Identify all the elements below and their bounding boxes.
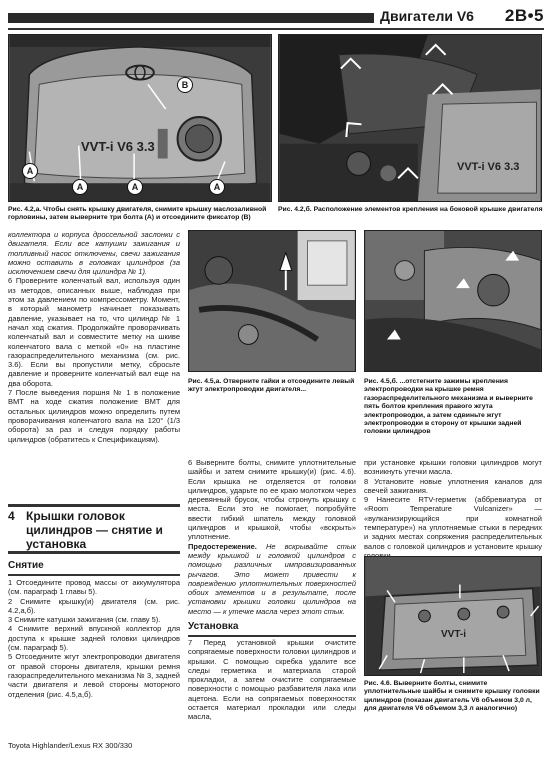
footer-text: Toyota Highlander/Lexus RX 300/330: [8, 741, 133, 750]
removal-step-5: 5 Отсоедините жгут электропроводки двигателя от правой стороны двигателя, крышки ремня газораспределительного механизма № 3, задней части двигателя и левой стороны моторного отделения (рис. 4.5,а,б).: [8, 652, 180, 699]
paragraph-8: 8 Установите новые уплотнения каналов для свечей зажигания.: [364, 476, 542, 495]
photo-fig-4-5a: [188, 230, 356, 372]
paragraph-9: 9 Нанесите RTV-герметик (аббревиатура от «Room Temperature Vulcanizer» — «вулканизирующийся при комнатной температуре») на уплотняемые стыки в передних и задних местах сопряжения распределительных валов с головкой цилиндров и установите крышку: [364, 495, 542, 551]
left-column: [8, 230, 180, 444]
paragraph-6-middle: 6 Выверните болты, снимите уплотнительные шайбы и затем снимите крышку(и) (рис. 4.6). Если крышка не отделяется от головки цилиндров, ударьте по ее краю молотком через деревянный брусок, чтобы стронуть крышку с места. Если это не помогает, попробуйте ввести гибкий шпатель между головкой цилиндров и крышкой, чтобы «вскрыть» уплотнение.: [188, 458, 356, 542]
install-step-7: 7 Перед установкой крышки очистите сопрягаемые поверхности головки цилиндров и крышки. С помощью скребка удалите все следы герметика и материала старой прокладки, а затем очистите сопрягаемые поверхности с помощью разбавителя лака или ацетона. Если на сопрягаемых поверхностях остается материал прокладки или следы масла,: [188, 638, 356, 722]
paragraph-6-left: 6 Проверните коленчатый вал, используя один из методов, описанных выше, наблюдая при этом за давлением по компрессометру. Момент, в который манометр начинает показывать давление, указывает на то, что цилиндр № 1 начал ход сжатия. Продолжайте проворачивать коленчатый вал и совместите метку на шкиве коленчатого вала с меткой «0» на пластине газораспределительного механизма (см. рис. 3.6). Если вы пропустили метку, сбросьте давление и проверните коленчатый вал еще на два оборота.: [8, 276, 180, 388]
section-4-title: Крышки головок цилиндров — снятие и установка: [26, 509, 163, 551]
warning-label: Предостережение.: [188, 541, 257, 551]
removal-steps: [8, 578, 180, 699]
head-cover-illustration: [365, 557, 541, 675]
page-header: [8, 6, 544, 30]
paragraph-continued: коллектора и корпуса дроссельной заслонки с двигателя. Если все катушки зажигания и топливный насос отключены, свечи зажигания можно оставить в головках цилиндров (за исключением свечи для цилиндра № 1).: [8, 230, 180, 277]
middle-column: [188, 458, 356, 616]
header-rule: [8, 28, 544, 30]
caption-fig-4-2a: Рис. 4.2,а. Чтобы снять крышку двигателя, снимите крышку маслозаливной горловины, затем выверните три болта (А) и отсоедините фиксатор (В): [8, 206, 267, 222]
header-title: Двигатели V6: [380, 8, 474, 24]
removal-heading: Снятие: [8, 560, 44, 571]
marker-b: B: [177, 77, 193, 93]
section-bottom-rule: [8, 551, 180, 554]
marker-a-2: A: [72, 179, 88, 195]
marker-a-3: A: [127, 179, 143, 195]
removal-step-2: 2 Снимите крышку(и) двигателя (см. рис. 4.2,а,б).: [8, 596, 180, 615]
side-cover-illustration: [279, 35, 541, 201]
install-heading-rule: [188, 635, 356, 637]
harness-left-illustration: [189, 231, 355, 371]
removal-step-4: 4 Снимите верхний впускной коллектор для доступа к крышке задней головки цилиндров (см. параграф 5).: [8, 624, 180, 653]
install-steps: [188, 638, 356, 722]
harness-right-illustration: [365, 231, 541, 371]
marker-a-4: A: [209, 179, 225, 195]
header-bar: [8, 13, 374, 23]
removal-step-3: 3 Снимите катушки зажигания (см. главу 5).: [8, 615, 161, 625]
removal-heading-rule: [8, 574, 180, 576]
photo-fig-4-5b: [364, 230, 542, 372]
warning-paragraph: [188, 542, 356, 616]
paragraph-continued-right: при установке крышки головки цилиндров могут возникнуть утечки масла.: [364, 458, 542, 477]
photo-fig-4-2a: [8, 34, 272, 202]
photo-fig-4-2b: [278, 34, 542, 202]
install-heading: Установка: [188, 621, 239, 632]
photo-fig-4-6: [364, 556, 542, 676]
warning-text: Не вскрывайте стык между крышкой и головкой цилиндров с помощью различных импровизированных рычагов. Это может привести к повреждению уплотнительных поверхностей обоих элементов и в результате, после установки крышки головки цилиндров на место — к утечке масла через этот стык.: [188, 541, 356, 616]
engine-label: VVT-i V6 3.3: [81, 139, 155, 154]
engine-label-d: VVT-i: [441, 629, 467, 640]
marker-a-1: A: [22, 163, 38, 179]
right-column: [364, 458, 542, 560]
caption-fig-4-5a: Рис. 4.5,а. Отверните гайки и отсоедините левый жгут электропроводки двигателя...: [188, 378, 355, 394]
section-top-rule: [8, 504, 180, 507]
caption-fig-4-6: Рис. 4.6. Выверните болты, снимите уплотнительные шайбы и снимите крышку головки цилиндров (показан двигатель V6 объемом 3,0 л, для двигателя V6 объемом 3,3 л аналогично): [364, 680, 540, 713]
removal-step-1: 1 Отсоедините провод массы от аккумулятора (см. параграф 1 главы 5).: [8, 578, 180, 597]
engine-cover-illustration: [9, 35, 271, 201]
caption-fig-4-5b: Рис. 4.5,б. ...отстегните зажимы крепления электропроводки на крышке ремня газораспределительного механизма и выверните пять болтов крепления правого жгута электропроводки, а затем сдвиньте жгут электропроводки в сторону от крышки задней головки цилиндров: [364, 378, 533, 436]
caption-fig-4-2b: Рис. 4.2,б. Расположение элементов крепления на боковой крышке двигателя: [278, 206, 543, 213]
engine-label-b: VVT-i V6 3.3: [457, 161, 520, 173]
page-number: 2B•5: [504, 6, 544, 25]
section-4-number: 4: [8, 509, 15, 523]
paragraph-7-left: 7 После выведения поршня № 1 в положение ВМТ на ходе сжатия положение ВМТ для остальных цилиндров можно определить путем проворачивания коленчатого вала на 120° (1/3 оборота) за раз и следуя порядку работы цилиндров (обратитесь к Спецификациям).: [8, 388, 180, 444]
